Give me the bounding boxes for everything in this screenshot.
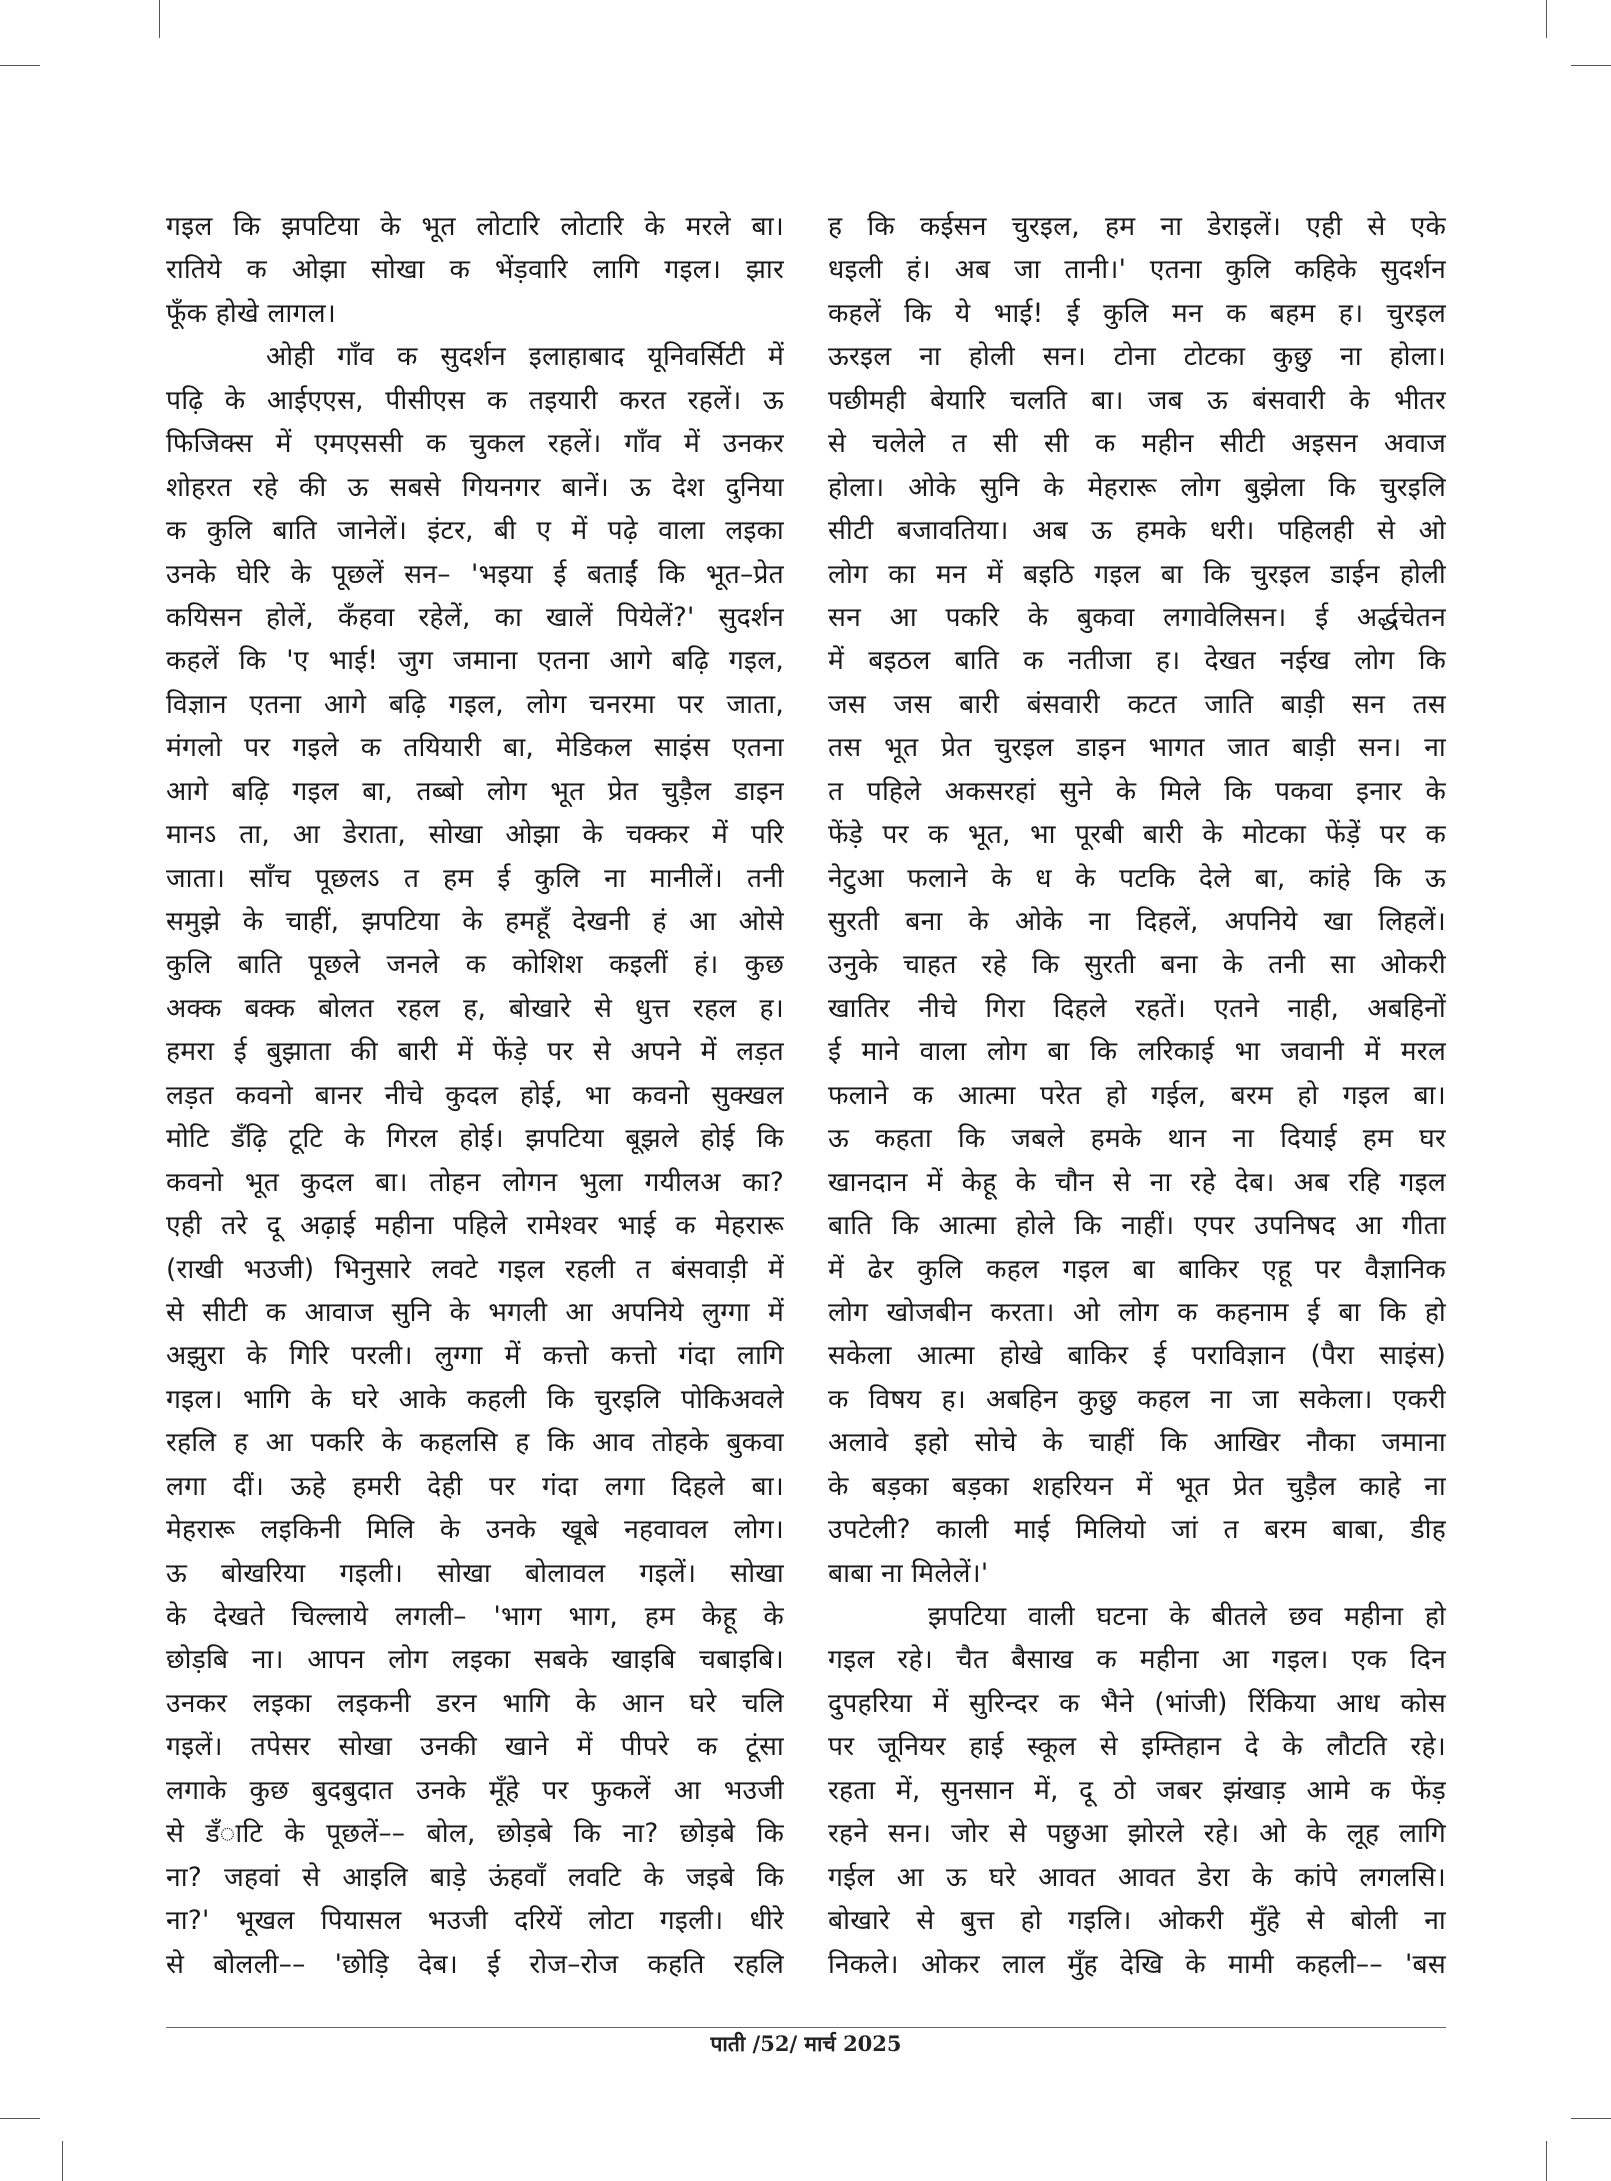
text-line: उपटेली? काली माई मिलियो जां त बरम बाबा, डीह xyxy=(828,1514,1446,1546)
text-line: बोखारे से बुत्त हो गइलि। ओकरी मुँहे से बोली ना xyxy=(828,1905,1446,1937)
left-text-column xyxy=(166,205,784,1985)
text-line: लगाके कुछ बुदबुदात उनके मूँहे पर फुकलें आ भउजी xyxy=(166,1774,784,1806)
page-footer: पाती /52/ मार्च 2025 xyxy=(710,2031,902,2056)
text-line: गइलें। तपेसर सोखा उनकी खाने में पीपरे क टूंसा xyxy=(166,1731,784,1763)
text-line: धइली हं। अब जा तानी।' एतना कुलि कहिके सुदर्शन xyxy=(828,254,1446,286)
text-line: खातिर नीचे गिरा दिहले रहतें। एतने नाही, अबहिनों xyxy=(828,992,1446,1024)
text-line: पछीमही बेयारि चलति बा। जब ऊ बंसवारी के भीतर xyxy=(828,384,1446,416)
text-line: रहता में, सुनसान में, दू ठो जबर झंखाड़ आमे क फेंड़ xyxy=(828,1774,1446,1806)
footer-rule xyxy=(166,2027,1446,2028)
text-line: मंगलो पर गइले क तयियारी बा, मेडिकल साइंस एतना xyxy=(166,732,784,764)
text-line: कयिसन होलें, कँहवा रहेलें, का खालें पियेलें?' सुदर्शन xyxy=(166,601,784,633)
text-line: गइल रहे। चैत बैसाख क महीना आ गइल। एक दिन xyxy=(828,1644,1446,1676)
text-line: कवनो भूत कुदल बा। तोहन लोगन भुला गयीलअ का? xyxy=(166,1166,784,1198)
text-line: ओही गाँव क सुदर्शन इलाहाबाद यूनिवर्सिटी में xyxy=(266,341,784,373)
text-line: पढ़ि के आईएएस, पीसीएस क तइयारी करत रहलें। ऊ xyxy=(166,384,784,416)
text-line: एही तरे दू अढ़ाई महीना पहिले रामेश्वर भाई क मेहरारू xyxy=(166,1210,784,1242)
text-line: ई माने वाला लोग बा कि लरिकाई भा जवानी में मरल xyxy=(828,1036,1446,1068)
text-line: अक्क बक्क बोलत रहल ह, बोखारे से धुत्त रहल ह। xyxy=(166,992,784,1024)
text-line: (राखी भउजी) भिनुसारे लवटे गइल रहली त बंसवाड़ी में xyxy=(166,1253,784,1285)
text-line: उनुके चाहत रहे कि सुरती बना के तनी सा ओकरी xyxy=(828,949,1446,981)
text-line: त पहिले अकसरहां सुने के मिले कि पकवा इनार के xyxy=(828,775,1446,807)
text-line: ऊ कहता कि जबले हमके थान ना दियाई हम घर xyxy=(828,1123,1446,1155)
text-line: विज्ञान एतना आगे बढ़ि गइल, लोग चनरमा पर जाता, xyxy=(166,688,784,720)
crop-mark-top-right-v xyxy=(1546,0,1547,38)
text-line: अझुरा के गिरि परली। लुग्गा में कत्तो कत्तो गंदा लागि xyxy=(166,1340,784,1372)
text-line: गइल। भागि के घरे आके कहली कि चुरइलि पोकिअवले xyxy=(166,1383,784,1415)
text-line: खानदान में केहू के चौन से ना रहे देब। अब रहि गइल xyxy=(828,1166,1446,1198)
text-line: मानऽ ता, आ डेराता, सोखा ओझा के चक्कर में परि xyxy=(166,819,784,851)
text-line: से सीटी क आवाज सुनि के भगली आ अपनिये लुग्गा में xyxy=(166,1296,784,1328)
text-line: दुपहरिया में सुरिन्दर क भैने (भांजी) रिंकिया आध कोस xyxy=(828,1687,1446,1719)
text-line: शोहरत रहे की ऊ सबसे गियनगर बानें। ऊ देश दुनिया xyxy=(166,471,784,503)
text-line: तस भूत प्रेत चुरइल डाइन भागत जात बाड़ी सन। ना xyxy=(828,732,1446,764)
text-line: जस जस बारी बंसवारी कटत जाति बाड़ी सन तस xyxy=(828,688,1446,720)
text-line: फेंड़े पर क भूत, भा पूरबी बारी के मोटका फेंड़ें पर क xyxy=(828,819,1446,851)
text-line: मेहरारू लइकिनी मिलि के उनके खूबे नहवावल लोग। xyxy=(166,1514,784,1546)
text-line: कुलि बाति पूछले जनले क कोशिश कइलीं हं। कुछ xyxy=(166,949,784,981)
text-line: से चलेले त सी सी क महीन सीटी अइसन अवाज xyxy=(828,428,1446,460)
crop-mark-top-left-v xyxy=(159,0,160,38)
text-line: बाति कि आत्मा होले कि नाहीं। एपर उपनिषद आ गीता xyxy=(828,1210,1446,1242)
crop-mark-bottom-right-h xyxy=(1571,2118,1611,2119)
text-line: सन आ पकरि के बुकवा लगावेलिसन। ई अर्द्धचेतन xyxy=(828,601,1446,633)
text-line: फूँक होखे लागल। xyxy=(166,297,337,329)
text-line: क कुलि बाति जानेलें। इंटर, बी ए में पढ़े वाला लइका xyxy=(166,515,784,547)
text-line: में बइठल बाति क नतीजा ह। देखत नईख लोग कि xyxy=(828,645,1446,677)
crop-mark-top-left-h xyxy=(0,65,40,66)
text-line: सकेला आत्मा होखे बाकिर ई पराविज्ञान (पैरा साइंस) xyxy=(828,1340,1446,1372)
text-line: सुरती बना के ओके ना दिहलें, अपनिये खा लिहलें। xyxy=(828,906,1446,937)
text-line: से डँाटि के पूछलें–– बोल, छोड़बे कि ना? छोड़बे कि xyxy=(166,1818,784,1850)
text-line: झपटिया वाली घटना के बीतले छव महीना हो xyxy=(928,1601,1446,1632)
text-line: ऊरइल ना होली सन। टोना टोटका कुछु ना होला। xyxy=(828,341,1446,373)
text-line: रहने सन। जोर से पछुआ झोरले रहे। ओ के लूह लागि xyxy=(828,1818,1446,1850)
right-text-column xyxy=(828,205,1446,1985)
text-line: कहलें कि 'ए भाई! जुग जमाना एतना आगे बढ़ि गइल, xyxy=(166,645,784,677)
text-line: अलावे इहो सोचे के चाहीं कि आखिर नौका जमाना xyxy=(828,1427,1446,1459)
text-line: लगा दीं। ऊहे हमरी देही पर गंदा लगा दिहले बा। xyxy=(166,1470,784,1502)
text-line: छोड़बि ना। आपन लोग लइका सबके खाइबि चबाइबि। xyxy=(166,1644,784,1676)
text-line: से बोलली–– 'छोड़ि देब। ई रोज–रोज कहति रहलि xyxy=(166,1948,784,1980)
text-line: जाता। साँच पूछलऽ त हम ई कुलि ना मानीलें। तनी xyxy=(166,862,784,894)
text-line: निकले। ओकर लाल मुँह देखि के मामी कहली–– 'बस xyxy=(828,1948,1446,1980)
text-line: बाबा ना मिलेलें।' xyxy=(828,1557,989,1589)
text-line: आगे बढ़ि गइल बा, तब्बो लोग भूत प्रेत चुड़ैल डाइन xyxy=(166,775,784,807)
text-line: लोग का मन में बइठि गइल बा कि चुरइल डाईन होली xyxy=(828,558,1446,590)
crop-mark-top-right-h xyxy=(1571,65,1611,66)
text-line: लड़त कवनो बानर नीचे कुदल होई, भा कवनो सुक्खल xyxy=(166,1079,784,1111)
text-line: हमरा ई बुझाता की बारी में फेंड़े पर से अपने में लड़त xyxy=(166,1036,784,1068)
text-line: गइल कि झपटिया के भूत लोटारि लोटारि के मरले बा। xyxy=(166,211,784,242)
text-line: उनके घेरि के पूछलें सन– 'भइया ई बताईं कि भूत–प्रेत xyxy=(166,558,784,590)
text-line: नेटुआ फलाने के ध के पटकि देले बा, कांहे कि ऊ xyxy=(828,862,1446,894)
text-line: पर जूनियर हाई स्कूल से इम्तिहान दे के लौटति रहे। xyxy=(828,1731,1446,1763)
text-line: ना?' भूखल पियासल भउजी दरियें लोटा गइली। धीरे xyxy=(166,1905,784,1937)
text-line: कहलें कि ये भाई! ई कुलि मन क बहम ह। चुरइल xyxy=(828,297,1446,329)
text-line: ना? जहवां से आइलि बाड़े ऊंहवाँ लवटि के जइबे कि xyxy=(166,1861,784,1893)
text-line: मोटि डँढ़ि टूटि के गिरल होई। झपटिया बूझले होई कि xyxy=(166,1123,784,1155)
text-line: होला। ओके सुनि के मेहरारू लोग बुझेला कि चुरइलि xyxy=(828,471,1446,503)
text-line: उनकर लइका लइकनी डरन भागि के आन घरे चलि xyxy=(166,1687,784,1719)
text-line: गईल आ ऊ घरे आवत आवत डेरा के कांपे लगलसि। xyxy=(828,1861,1446,1893)
text-line: के देखते चिल्लाये लगली– 'भाग भाग, हम केहू के xyxy=(166,1601,784,1632)
text-line: क विषय ह। अबहिन कुछु कहल ना जा सकेला। एकरी xyxy=(828,1383,1446,1415)
text-line: फिजिक्स में एमएससी क चुकल रहलें। गाँव में उनकर xyxy=(166,428,784,460)
text-line: के बड़का बड़का शहरियन में भूत प्रेत चुड़ैल काहे ना xyxy=(828,1470,1446,1502)
crop-mark-bottom-right-v xyxy=(1546,2141,1547,2181)
text-line: रहलि ह आ पकरि के कहलसि ह कि आव तोहके बुकवा xyxy=(166,1427,784,1459)
text-line: ह कि कईसन चुरइल, हम ना डेराइलें। एही से एके xyxy=(828,211,1446,242)
text-line: सीटी बजावतिया। अब ऊ हमके धरी। पहिलही से ओ xyxy=(828,515,1446,547)
text-line: रातिये क ओझा सोखा क भेंड़वारि लागि गइल। झार xyxy=(166,254,784,286)
text-line: लोग खोजबीन करता। ओ लोग क कहनाम ई बा कि हो xyxy=(828,1296,1446,1328)
crop-mark-bottom-left-h xyxy=(0,2118,40,2119)
crop-mark-bottom-left-v xyxy=(62,2141,63,2181)
text-line: में ढेर कुलि कहल गइल बा बाकिर एहू पर वैज्ञानिक xyxy=(828,1253,1446,1285)
text-line: समुझे के चाहीं, झपटिया के हमहूँ देखनी हं आ ओसे xyxy=(166,906,784,937)
text-line: फलाने क आत्मा परेत हो गईल, बरम हो गइल बा। xyxy=(828,1079,1446,1111)
text-line: ऊ बोखरिया गइली। सोखा बोलावल गइलें। सोखा xyxy=(166,1557,784,1589)
